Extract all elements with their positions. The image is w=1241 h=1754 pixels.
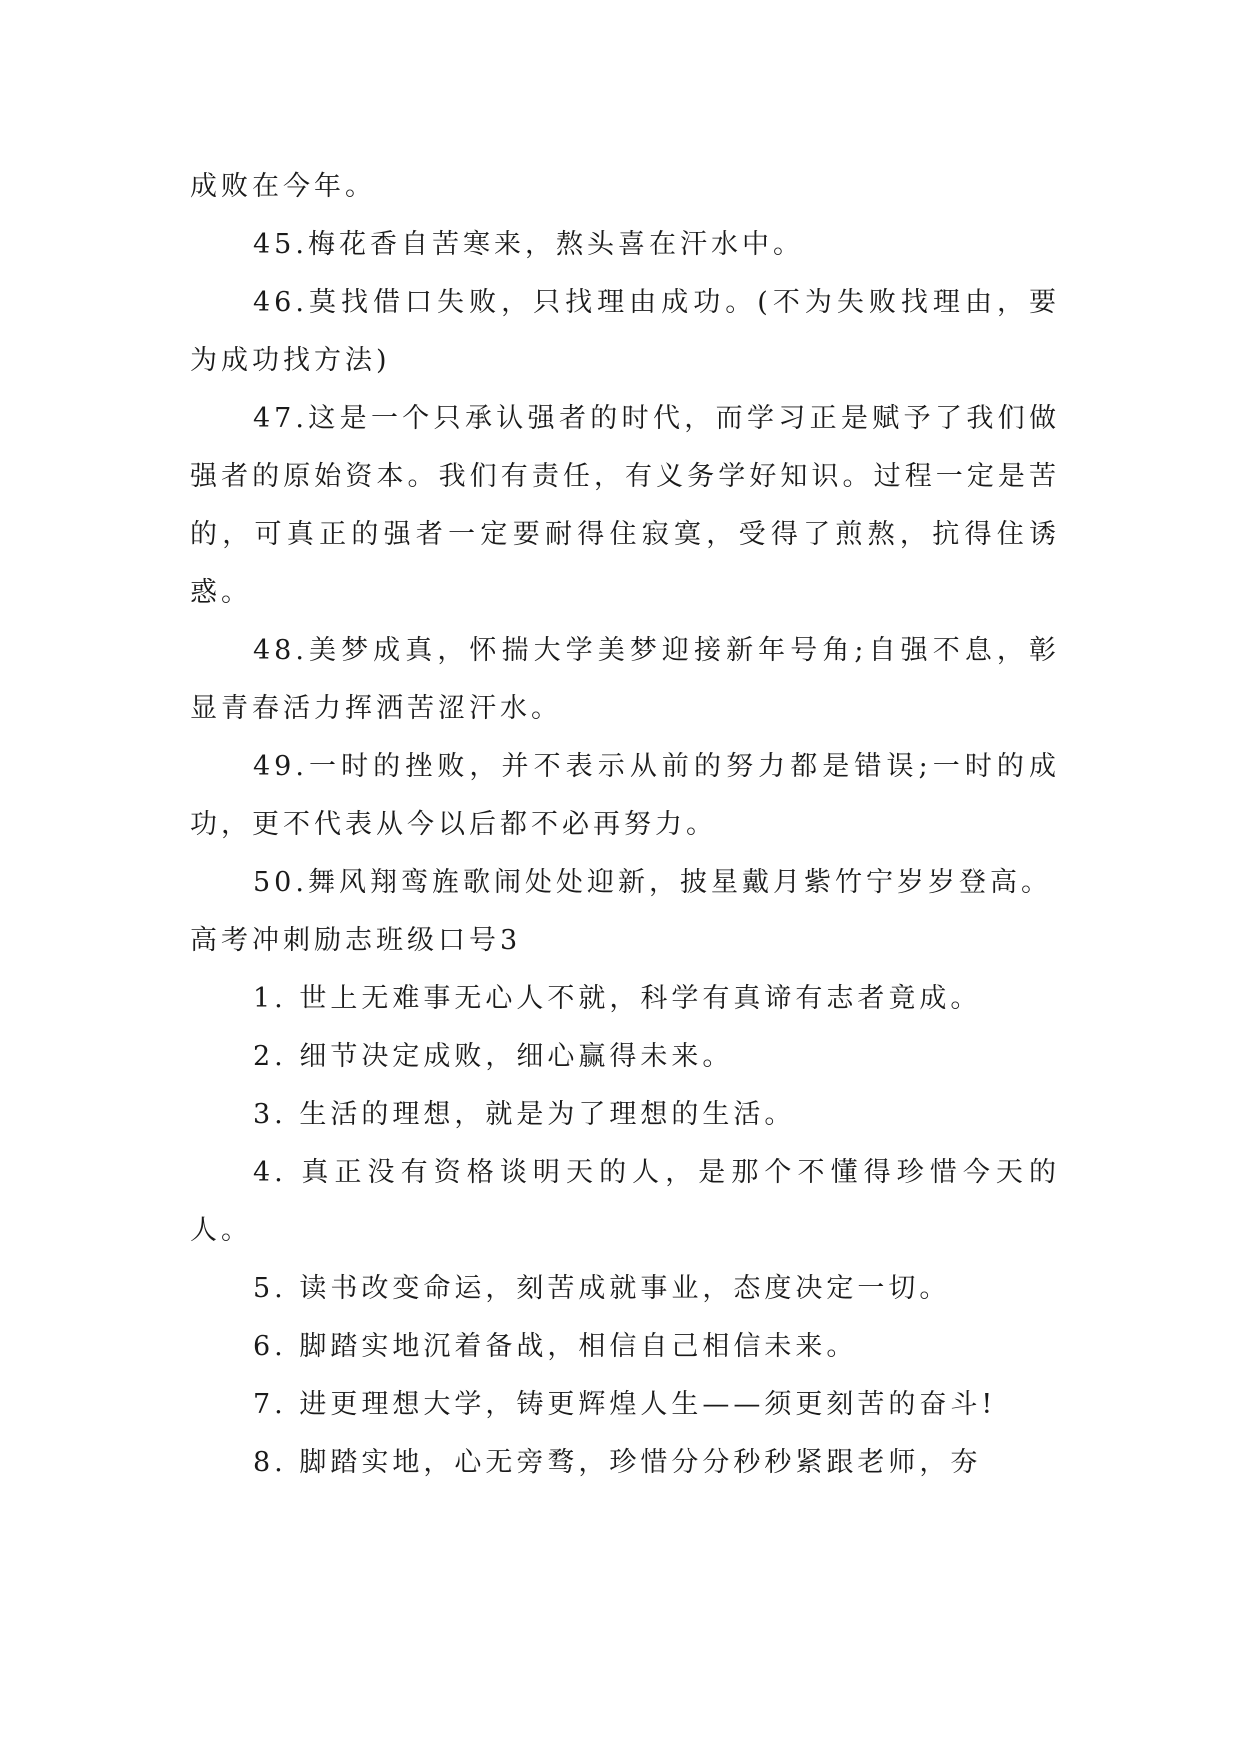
slogan-item-50: 50.舞风翔鸾旌歌闹处处迎新，披星戴月紫竹宁岁岁登高。	[253, 867, 1052, 898]
slogan-item-6: 6. 脚踏实地沉着备战，相信自己相信未来。	[253, 1331, 858, 1362]
slogan-item-2: 2. 细节决定成败，细心赢得未来。	[253, 1041, 734, 1072]
slogan-item-49: 49.一时的挫败，并不表示从前的努力都是错误;一时的成功，更不代表从今以后都不必再努力。	[190, 751, 1060, 840]
slogan-item-1: 1. 世上无难事无心人不就，科学有真谛有志者竟成。	[253, 983, 982, 1014]
slogan-item-8: 8. 脚踏实地，心无旁骛，珍惜分分秒秒紧跟老师，夯	[253, 1447, 982, 1478]
slogan-item-47: 47.这是一个只承认强者的时代，而学习正是赋予了我们做强者的原始资本。我们有责任，有义务学好知识。过程一定是苦的，可真正的强者一定要耐得住寂寞，受得了煎熬，抗得住诱惑。	[190, 403, 1060, 608]
slogan-item-4: 4. 真正没有资格谈明天的人，是那个不懂得珍惜今天的人。	[190, 1157, 1060, 1246]
slogan-item-3: 3. 生活的理想，就是为了理想的生活。	[253, 1099, 796, 1130]
document-body	[190, 158, 1060, 1492]
slogan-item-48: 48.美梦成真，怀揣大学美梦迎接新年号角;自强不息，彰显青春活力挥洒苦涩汗水。	[190, 635, 1060, 724]
slogan-item-46: 46.莫找借口失败，只找理由成功。(不为失败找理由，要为成功找方法)	[190, 287, 1060, 376]
paragraph-continuation: 成败在今年。	[190, 171, 376, 202]
slogan-item-45: 45.梅花香自苦寒来，熬头喜在汗水中。	[253, 229, 804, 260]
slogan-item-7: 7. 进更理想大学，铸更辉煌人生——须更刻苦的奋斗!	[253, 1389, 997, 1420]
slogan-item-5: 5. 读书改变命运，刻苦成就事业，态度决定一切。	[253, 1273, 951, 1304]
section-heading: 高考冲刺励志班级口号3	[190, 925, 522, 956]
